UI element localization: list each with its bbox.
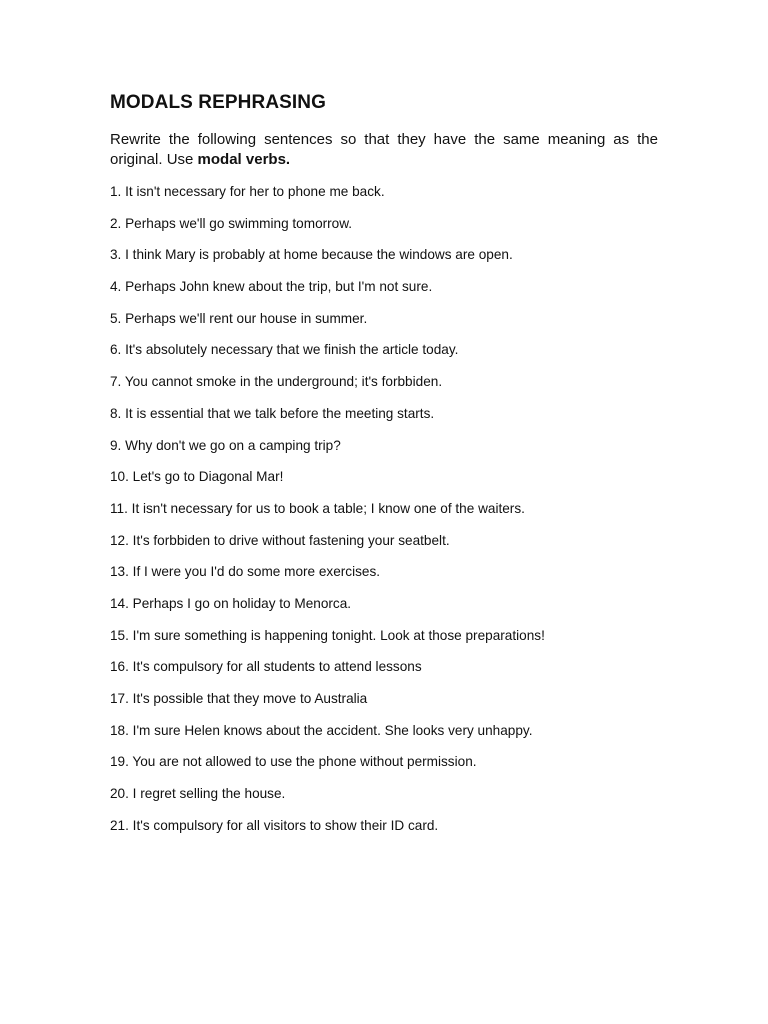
exercise-item-2: 2. Perhaps we'll go swimming tomorrow. [110, 215, 353, 231]
exercise-item-20: 20. I regret selling the house. [110, 786, 286, 802]
instructions [110, 130, 658, 170]
exercise-item-12: 12. It's forbbiden to drive without fastening your seatbelt. [110, 532, 450, 548]
exercise-item-10: 10. Let's go to Diagonal Mar! [110, 469, 284, 485]
exercise-item-4: 4. Perhaps John knew about the trip, but I'm not sure. [110, 279, 433, 295]
exercise-item-14: 14. Perhaps I go on holiday to Menorca. [110, 595, 352, 611]
exercise-item-13: 13. If I were you I'd do some more exercises. [110, 564, 381, 580]
exercise-item-7: 7. You cannot smoke in the underground; it's forbbiden. [110, 374, 443, 390]
exercise-item-6: 6. It's absolutely necessary that we finish the article today. [110, 342, 459, 358]
exercise-item-21: 21. It's compulsory for all visitors to show their ID card. [110, 817, 439, 833]
exercise-item-8: 8. It is essential that we talk before the meeting starts. [110, 405, 435, 421]
exercise-item-19: 19. You are not allowed to use the phone without permission. [110, 754, 477, 770]
exercise-item-5: 5. Perhaps we'll rent our house in summer. [110, 310, 368, 326]
exercise-item-15: 15. I'm sure something is happening tonight. Look at those preparations! [110, 627, 545, 643]
exercise-item-3: 3. I think Mary is probably at home because the windows are open. [110, 247, 513, 263]
exercise-item-1: 1. It isn't necessary for her to phone me back. [110, 184, 385, 199]
exercise-item-17: 17. It's possible that they move to Australia [110, 691, 368, 706]
instructions-bold: modal verbs. [197, 151, 291, 168]
exercise-item-16: 16. It's compulsory for all students to attend lessons [110, 659, 422, 675]
exercise-list [110, 183, 545, 848]
exercise-item-11: 11. It isn't necessary for us to book a table; I know one of the waiters. [110, 500, 525, 516]
exercise-item-18: 18. I'm sure Helen knows about the accident. She looks very unhappy. [110, 722, 533, 738]
exercise-item-9: 9. Why don't we go on a camping trip? [110, 437, 341, 453]
page-title: MODALS REPHRASING [110, 92, 326, 113]
instructions-text: Rewrite the following sentences so that they have the same meaning as the original. Use [110, 131, 658, 168]
